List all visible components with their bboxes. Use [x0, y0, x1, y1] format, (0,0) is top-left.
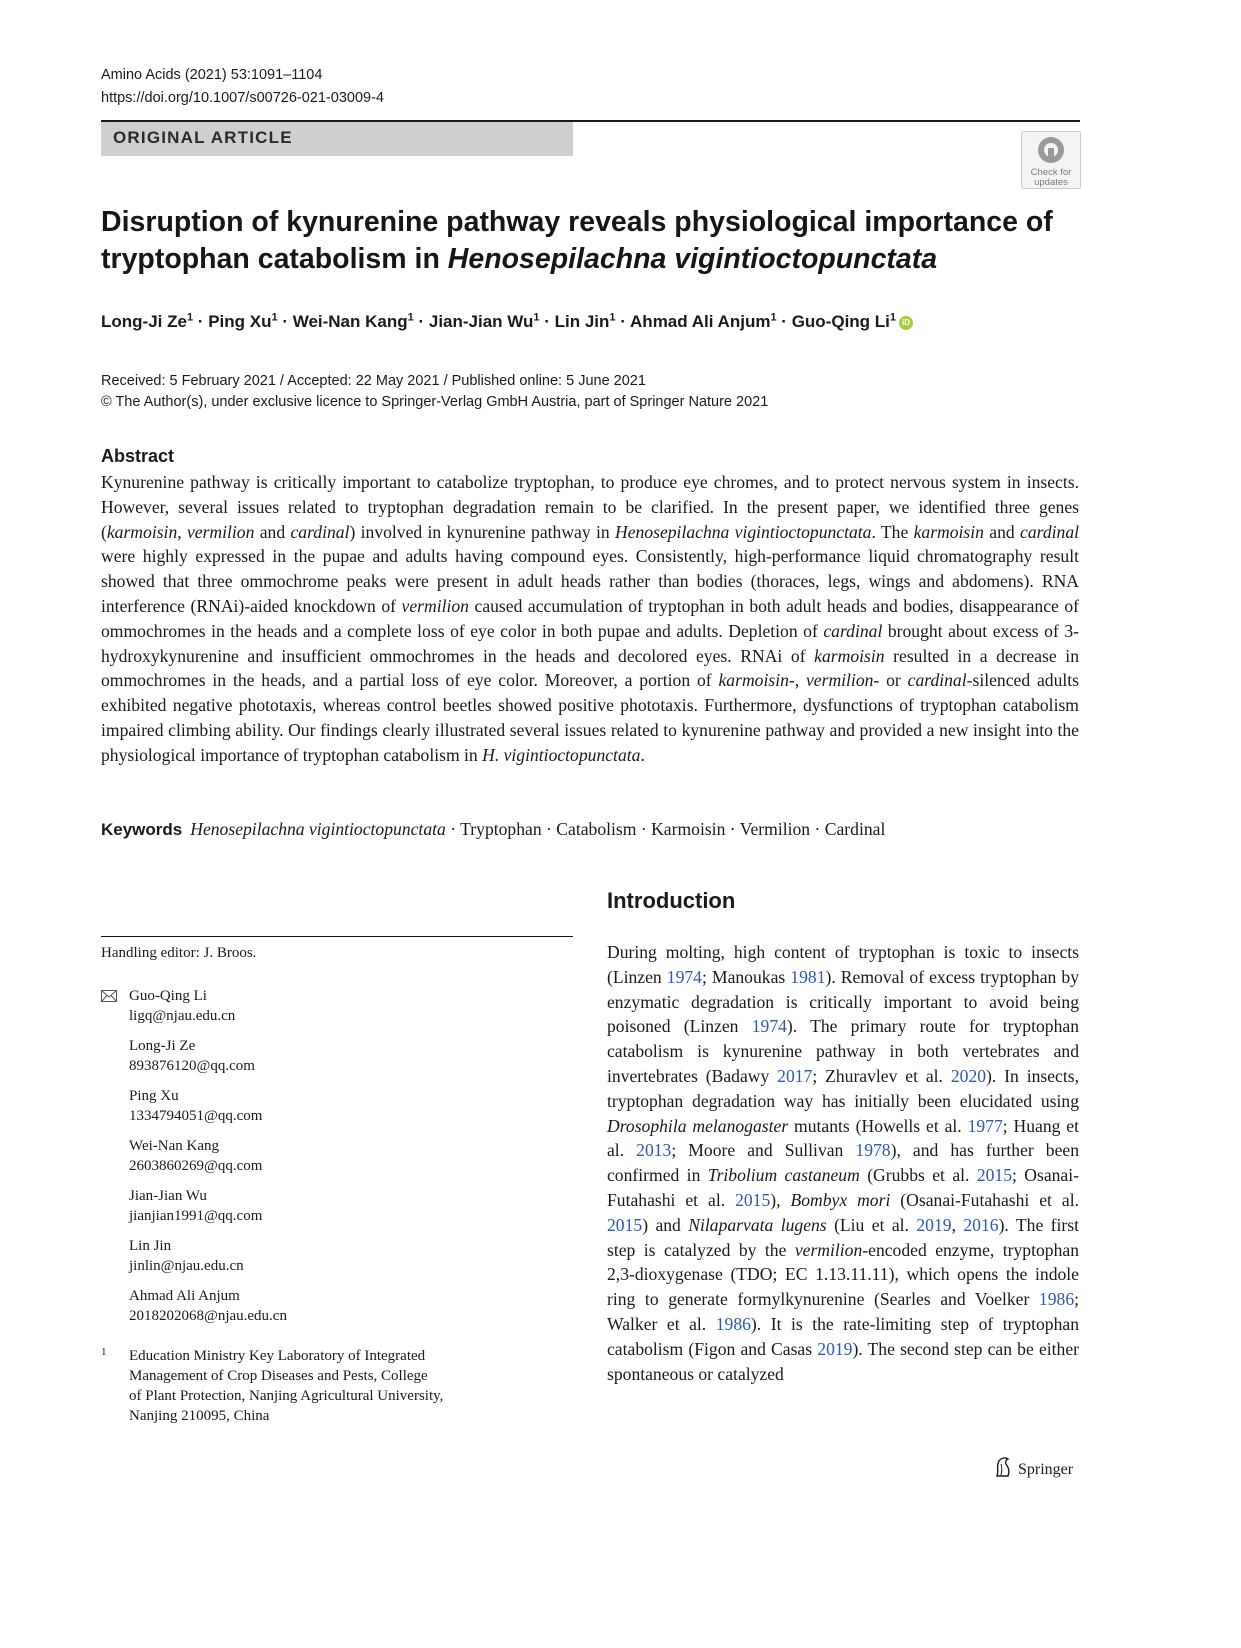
publisher-name: Springer [1018, 1461, 1074, 1478]
dates-line: Received: 5 February 2021 / Accepted: 22 May 2021 / Published online: 5 June 2021 [101, 373, 646, 389]
article-type-label: ORIGINAL ARTICLE [113, 128, 293, 147]
author-name[interactable]: Jian-Jian Wu [428, 311, 534, 331]
keyword: Tryptophan [460, 819, 542, 839]
author-separator: · [539, 311, 555, 331]
text-run: ). The primary route for tryptophan catabolism is kynurenine pathway in both vertebrates and invertebrates (Badawy [607, 1016, 1079, 1086]
text-run: . [640, 744, 645, 765]
author-separator: · [413, 311, 429, 331]
contact-name: Lin Jin [129, 1238, 172, 1254]
keywords-items [190, 819, 885, 839]
italic-term: Tribolium castaneum [707, 1165, 860, 1186]
author-affiliation-marker: 1 [770, 311, 777, 323]
text-run: ). It is the rate-limiting step of tryptophan catabolism (Figon and Casas [607, 1313, 1079, 1359]
text-run: ; Osanai-Futahashi et al. [607, 1165, 1079, 1210]
keyword: Karmoisin [651, 819, 726, 839]
italic-term: karmoisin [814, 645, 885, 666]
contact-email[interactable]: jianjian1991@qq.com [129, 1208, 263, 1224]
italic-term: karmoisin [106, 521, 178, 542]
keyword: Cardinal [824, 819, 886, 839]
contact-entry [101, 1136, 573, 1176]
contact-entry [101, 1236, 573, 1276]
citation-link[interactable]: 2015 [735, 1189, 771, 1210]
author-affiliation-marker: 1 [533, 311, 540, 323]
article-title [101, 204, 1091, 278]
text-run: ; Huang et al. [607, 1115, 1079, 1161]
italic-term: karmoisin [913, 521, 984, 542]
text-run: resulted in a decrease in ommochromes in the heads, and a partial loss of eye color. Moreover, a portion of [101, 645, 1079, 691]
text-run: ; Zhuravlev et al. [812, 1065, 951, 1086]
author-affiliation-marker: 1 [889, 311, 897, 323]
text-run: ; Walker et al. [607, 1289, 1079, 1334]
contact-entry [101, 1036, 573, 1076]
author-names [101, 312, 896, 331]
check-updates-icon [1036, 135, 1066, 165]
italic-term: vermilion [401, 595, 469, 616]
italic-term: H. vigintioctopunctata [482, 744, 641, 765]
affiliation-marker: 1 [101, 1346, 107, 1358]
contact-email[interactable]: jinlin@njau.edu.cn [129, 1258, 244, 1274]
italic-term: karmoisin [718, 670, 789, 691]
text-run: ), [770, 1189, 791, 1210]
contact-items [101, 986, 573, 1326]
author-name[interactable]: Guo-Qing Li [791, 311, 890, 331]
citation-link[interactable]: 2017 [777, 1065, 813, 1086]
author-separator: · [615, 311, 631, 331]
citation-link[interactable]: 1974 [666, 966, 702, 987]
citation-link[interactable]: 1977 [967, 1115, 1003, 1136]
citation-link[interactable]: 2013 [636, 1140, 672, 1161]
handling-editor: Handling editor: J. Broos. [101, 945, 257, 961]
check-updates-line2: updates [1034, 177, 1068, 188]
citation-link[interactable]: 1986 [1038, 1289, 1075, 1310]
contact-name: Wei-Nan Kang [129, 1138, 220, 1154]
text-run: Kynurenine pathway is critically important to catabolize tryptophan, to produce eye chromes, and to protect nervous system in insects. However, several issues related to tryptophan degradation remain to be clarified. In the present paper, we identified three genes ( [101, 472, 1079, 542]
contact-name: Ping Xu [129, 1088, 179, 1104]
text-run: , [177, 521, 187, 542]
author-separator: · [193, 311, 209, 331]
text-run: ). Removal of excess tryptophan by enzymatic degradation is critically important to avoid being poisoned (Linzen [607, 966, 1079, 1037]
introduction-body [607, 940, 1079, 1386]
text-run: -, [788, 670, 806, 691]
citation-link[interactable]: 2016 [963, 1214, 999, 1235]
italic-term: vermilion [805, 670, 874, 691]
text-run: -silenced adults exhibited negative phototaxis, whereas control beetles showed positive phototaxis. Furthermore, dysfunctions of tryptophan catabolism impaired climbing ability. Our findings clearly illustrated several issues related to kynurenine pathway and provided a new insight into the physiological importance of tryptophan catabolism in [101, 670, 1079, 765]
citation-link[interactable]: 1974 [751, 1016, 787, 1037]
italic-term: vermilion [186, 521, 255, 542]
contact-email[interactable]: 1334794051@qq.com [129, 1108, 263, 1124]
abstract-body [101, 470, 1079, 768]
contact-list [101, 986, 573, 1426]
text-run: caused accumulation of tryptophan in both adult heads and bodies, disappearance of ommochromes in the heads and a complete loss of eye color in both pupae and adults. Depletion of [101, 595, 1080, 641]
keyword: Henosepilachna vigintioctopunctata [190, 819, 446, 839]
contact-entry [101, 986, 573, 1026]
affiliation-line: Education Ministry Key Laboratory of Integrated [129, 1348, 426, 1364]
citation-link[interactable]: 1978 [855, 1140, 891, 1161]
text-run: mutants (Howells et al. [788, 1115, 968, 1136]
italic-term: Drosophila melanogaster [607, 1115, 789, 1136]
keyword: Vermilion [739, 819, 811, 839]
text-run: and [254, 521, 291, 542]
text-run: ). In insects, tryptophan degradation way has initially been elucidated using [607, 1065, 1079, 1111]
keyword-separator: · [445, 819, 461, 839]
contact-email[interactable]: 2603860269@qq.com [129, 1158, 263, 1174]
keywords [101, 817, 885, 842]
text-run: ), and has further been confirmed in [607, 1140, 1079, 1186]
contact-name: Guo-Qing Li [129, 988, 207, 1004]
check-for-updates-badge[interactable] [1021, 131, 1081, 189]
text-run: . The [871, 521, 914, 542]
contact-name: Jian-Jian Wu [129, 1188, 207, 1204]
contact-email[interactable]: 2018202068@njau.edu.cn [129, 1308, 287, 1324]
author-name[interactable]: Lin Jin [554, 311, 610, 331]
citation-link[interactable]: 2020 [950, 1065, 987, 1086]
text-run: ) and [642, 1214, 689, 1235]
text-run: ; Manoukas [701, 966, 791, 987]
citation-link[interactable]: 2015 [976, 1165, 1012, 1186]
text-run: During molting, high content of tryptophan is toxic to insects (Linzen [607, 942, 1079, 987]
keywords-label: Keywords [101, 820, 183, 839]
italic-term: Bombyx mori [790, 1189, 891, 1210]
italic-term: Nilaparvata lugens [688, 1214, 827, 1235]
citation-link[interactable]: 2019 [817, 1338, 853, 1359]
copyright-line: © The Author(s), under exclusive licence to Springer-Verlag GmbH Austria, part of Springer Nature 2021 [101, 394, 769, 410]
text-run: were highly expressed in the pupae and adults having compound eyes. Consistently, high-performance liquid chromatography result showed that three ommochrome peaks were present in adult heads rather than bodies (thoraces, legs, wings and abdomens). RNA interference (RNAi)-aided knockdown of [101, 546, 1079, 616]
text-run: and [983, 521, 1021, 542]
italic-term: cardinal [1020, 521, 1080, 542]
abstract-heading: Abstract [101, 446, 175, 466]
author-name[interactable]: Long-Ji Ze [101, 311, 187, 331]
affiliation-line: of Plant Protection, Nanjing Agricultural University, [129, 1388, 444, 1404]
text-run: -encoded enzyme, tryptophan 2,3-dioxygenase (TDO; EC 1.13.11.11), which opens the indole ring to generate formylkynurenine (Searles and Voelker [607, 1239, 1079, 1310]
affiliation [101, 1346, 573, 1426]
contact-name: Long-Ji Ze [129, 1038, 196, 1054]
keyword-separator: · [725, 819, 740, 839]
title-main: Disruption of kynurenine pathway reveals physiological importance of tryptophan catabolism in [101, 206, 1053, 275]
citation-link[interactable]: 2015 [607, 1214, 643, 1235]
text-run: (Osanai-Futahashi et al. [890, 1189, 1079, 1210]
text-run: ; Moore and Sullivan [671, 1140, 856, 1161]
author-name[interactable]: Ahmad Ali Anjum [630, 311, 771, 331]
text-run: ) involved in kynurenine pathway in [349, 521, 615, 542]
author-affiliation-marker: 1 [271, 311, 278, 323]
italic-term: Henosepilachna vigintioctopunctata [615, 521, 872, 542]
contact-name: Ahmad Ali Anjum [129, 1288, 240, 1304]
journal-citation: Amino Acids (2021) 53:1091–1104 [101, 67, 323, 83]
contact-entry [101, 1086, 573, 1126]
text-run: , [951, 1214, 964, 1235]
text-run: (Liu et al. [826, 1214, 917, 1235]
check-updates-line1: Check for [1030, 167, 1072, 178]
text-run: (Grubbs et al. [859, 1165, 977, 1186]
keyword: Catabolism [556, 819, 637, 839]
text-run: ). The first step is catalyzed by the [607, 1214, 1080, 1260]
doi-link[interactable]: https://doi.org/10.1007/s00726-021-03009-4 [101, 90, 384, 106]
citation-link[interactable]: 1986 [715, 1313, 751, 1334]
contact-email[interactable]: 893876120@qq.com [129, 1058, 255, 1074]
author-list [101, 311, 913, 332]
keyword-separator: · [810, 819, 825, 839]
affiliation-line: Management of Crop Diseases and Pests, College [129, 1368, 428, 1384]
author-name[interactable]: Ping Xu [208, 311, 272, 331]
italic-term: cardinal [290, 521, 350, 542]
author-separator: · [277, 311, 293, 331]
contact-entry [101, 1186, 573, 1226]
contact-entry [101, 1286, 573, 1326]
contact-email[interactable]: ligq@njau.edu.cn [129, 1008, 236, 1024]
footnote-rule [101, 936, 573, 937]
author-affiliation-marker: 1 [609, 311, 616, 323]
affiliation-line: Nanjing 210095, China [129, 1408, 270, 1424]
italic-term: vermilion [794, 1239, 863, 1260]
author-separator: · [776, 311, 792, 331]
keyword-separator: · [541, 819, 557, 839]
orcid-icon[interactable]: iD [899, 316, 913, 330]
introduction-heading: Introduction [607, 888, 736, 913]
text-run: ). The second step can be either spontaneous or catalyzed [607, 1338, 1080, 1384]
keyword-separator: · [636, 819, 652, 839]
author-affiliation-marker: 1 [407, 311, 414, 323]
italic-term: cardinal [823, 620, 883, 641]
title-species: Henosepilachna vigintioctopunctata [447, 243, 938, 275]
journal-info [101, 64, 384, 110]
text-run: - or [873, 670, 908, 691]
publication-dates [101, 371, 768, 413]
author-name[interactable]: Wei-Nan Kang [292, 311, 408, 331]
text-run: brought about excess of 3-hydroxykynurenine and insufficient ommochromes in the heads and decolored eyes. RNAi of [101, 620, 1079, 666]
envelope-icon [101, 990, 117, 1002]
author-affiliation-marker: 1 [186, 311, 194, 323]
citation-link[interactable]: 2019 [916, 1214, 952, 1235]
citation-link[interactable]: 1981 [790, 966, 826, 987]
publisher-logo [993, 1456, 1073, 1479]
italic-term: cardinal [907, 670, 967, 691]
springer-horse-icon [993, 1456, 1013, 1478]
